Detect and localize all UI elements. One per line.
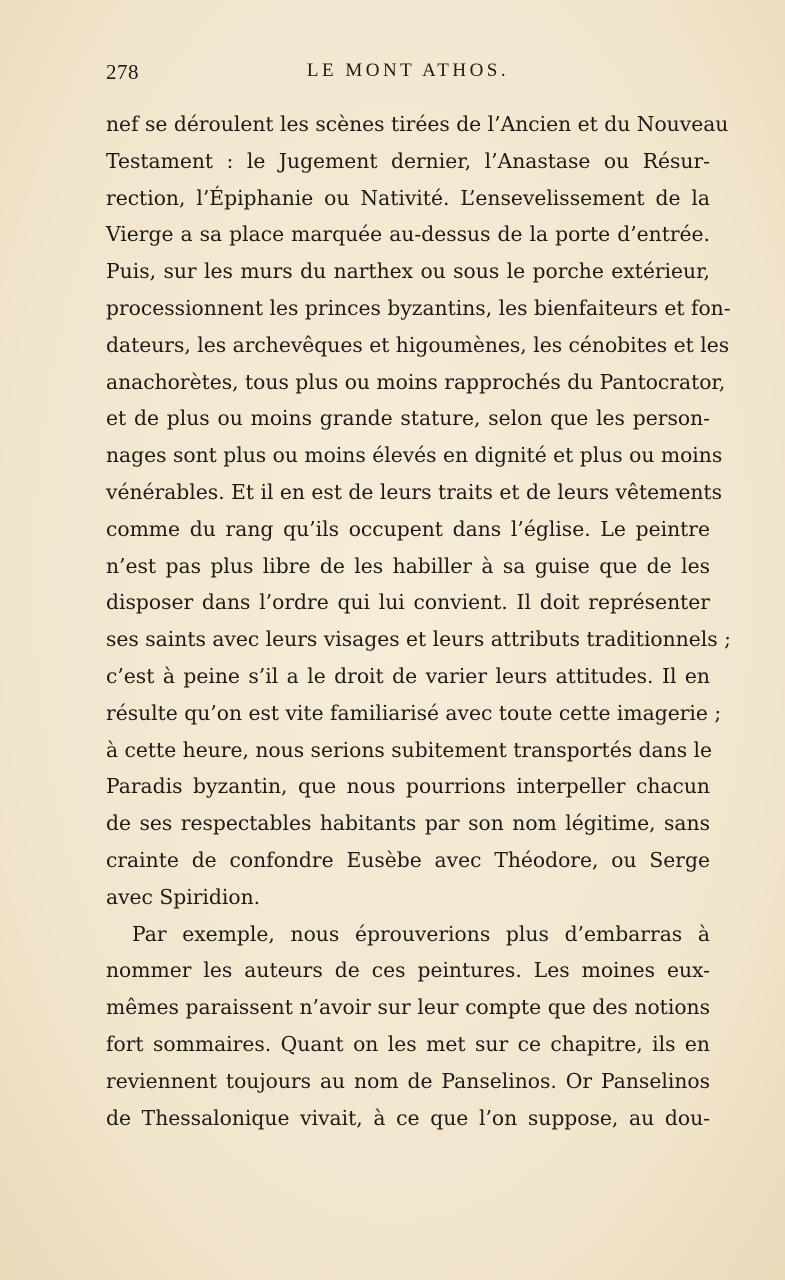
paragraph-1 [106,106,731,916]
text-line: processionnent les princes byzantins, les bienfaiteurs et fon- [106,295,731,320]
text-line: et de plus ou moins grande stature, selon que les person- [106,406,710,431]
running-title: LE MONT ATHOS. [306,60,510,81]
text-line: vénérables. Et il en est de leurs traits et de leurs vêtements [106,479,722,504]
running-head [106,58,710,90]
text-line: rection, l’Épiphanie ou Nativité. L’ensevelissement de la [106,185,710,210]
paragraph-2 [106,916,710,1137]
text-line: fort sommaires. Quant on les met sur ce chapitre, ils en [106,1031,710,1056]
text-line: ses saints avec leurs visages et leurs attributs traditionnels ; [106,627,731,652]
text-line: Par exemple, nous éprouverions plus d’embarras à [132,921,710,946]
text-line: nages sont plus ou moins élevés en dignité et plus ou moins [106,443,723,468]
text-line: mêmes paraissent n’avoir sur leur compte que des notions [106,995,710,1020]
text-line: disposer dans l’ordre qui lui convient. Il doit représenter [106,590,710,615]
page-number: 278 [106,60,139,84]
text-line: résulte qu’on est vite familiarisé avec toute cette imagerie ; [106,700,722,725]
text-line: Puis, sur les murs du narthex ou sous le porche extérieur, [106,259,710,284]
text-line: c’est à peine s’il a le droit de varier leurs attitudes. Il en [106,663,710,688]
text-line: nommer les auteurs de ces peintures. Les moines eux- [106,958,710,983]
text-line: Paradis byzantin, que nous pourrions interpeller chacun [106,774,710,799]
text-line: de ses respectables habitants par son nom légitime, sans [106,811,710,836]
text-line: comme du rang qu’ils occupent dans l’église. Le peintre [106,516,710,541]
text-line: Testament : le Jugement dernier, l’Anastase ou Résur- [106,148,710,173]
text-line: n’est pas plus libre de les habiller à sa guise que de les [106,553,710,578]
text-line: Vierge a sa place marquée au-dessus de la porte d’entrée. [106,222,710,247]
text-line: crainte de confondre Eusèbe avec Théodore, ou Serge [106,847,710,872]
text-line: avec Spiridion. [106,884,261,909]
text-line: reviennent toujours au nom de Panselinos. Or Panselinos [106,1068,710,1093]
text-line: de Thessalonique vivait, à ce que l’on suppose, au dou- [106,1105,710,1130]
text-line: anachorètes, tous plus ou moins rapprochés du Pantocrator, [106,369,726,394]
text-line: dateurs, les archevêques et higoumènes, les cénobites et les [106,332,730,357]
body-text [106,106,731,1136]
text-line: nef se déroulent les scènes tirées de l’Ancien et du Nouveau [106,112,729,136]
text-line: à cette heure, nous serions subitement transportés dans le [106,737,713,762]
